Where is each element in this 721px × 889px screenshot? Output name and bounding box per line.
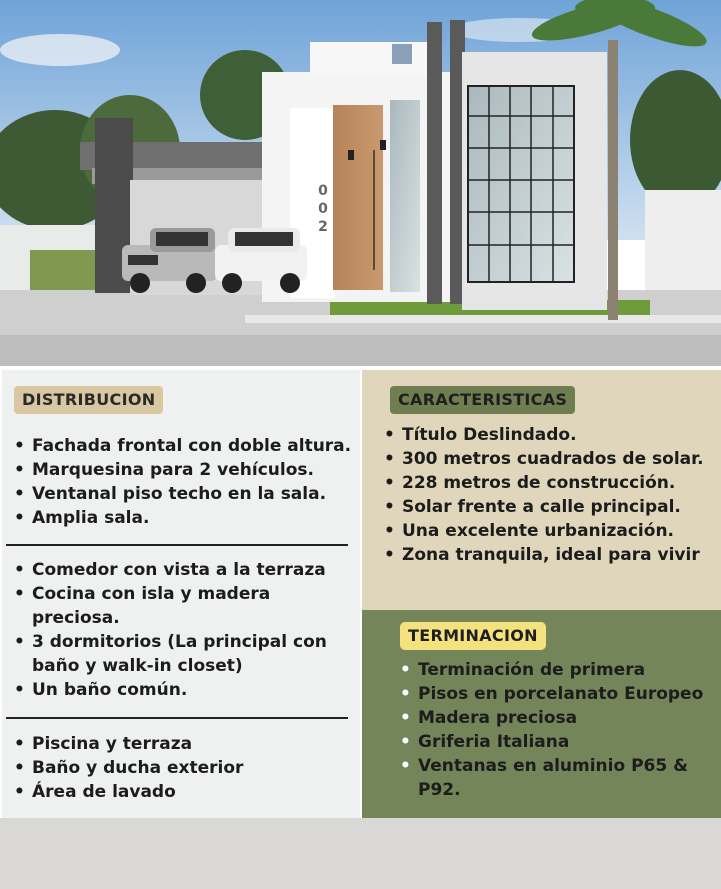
caracteristicas-list [384,423,716,567]
list-item: • Un baño común. [14,678,334,702]
list-item: • Comedor con vista a la terraza [14,558,334,582]
terminacion-label: TERMINACION [400,622,546,650]
terminacion-list [400,658,720,802]
curb [245,315,721,323]
list-item: • Solar frente a calle principal. [384,495,716,519]
distribucion-list-1 [14,434,354,530]
list-item: • Piscina y terraza [14,732,334,756]
list-item: • Griferia Italiana [400,730,720,754]
list-item: • Fachada frontal con doble altura. [14,434,354,458]
list-item: • Ventanas en aluminio P65 & P92. [400,754,720,802]
street [0,335,721,366]
facade-fin [427,22,442,304]
cloud [0,34,120,66]
bottom-band [0,818,721,889]
list-item: • Ventanal piso techo en la sala. [14,482,354,506]
distribucion-list-2 [14,558,334,702]
distribucion-label: DISTRIBUCION [14,386,163,414]
house-number-digit: 0 [318,201,328,217]
list-item: • Terminación de primera [400,658,720,682]
wall-lamp [348,150,354,160]
list-item: • Marquesina para 2 vehículos. [14,458,354,482]
list-item: • Zona tranquila, ideal para vivir [384,543,716,567]
distribucion-list-3 [14,732,334,804]
house-number-digit: 0 [318,183,328,199]
list-item: • Área de lavado [14,780,334,804]
house-rendering [0,0,721,366]
section-divider [6,717,348,719]
list-item: • Una excelente urbanización. [384,519,716,543]
list-item: • 3 dormitorios (La principal con baño y walk-in closet) [14,630,334,678]
side-glass [390,100,420,292]
wall-lamp [380,140,386,150]
upper-volume [310,42,440,76]
list-item: • 300 metros cuadrados de solar. [384,447,716,471]
caracteristicas-label: CARACTERISTICAS [390,386,575,414]
list-item: • 228 metros de construcción. [384,471,716,495]
section-divider [6,544,348,546]
list-item: • Pisos en porcelanato Europeo [400,682,720,706]
distribucion-panel [2,370,360,818]
house-number-digit: 2 [318,219,328,235]
house-rendering-svg [0,0,721,366]
list-item: • Título Deslindado. [384,423,716,447]
front-door [333,105,383,290]
terminacion-panel [362,610,721,818]
palm-trunk [608,40,618,320]
list-item: • Cocina con isla y madera preciosa. [14,582,334,630]
caracteristicas-panel [362,370,721,610]
list-item: • Madera preciosa [400,706,720,730]
list-item: • Baño y ducha exterior [14,756,334,780]
list-item: • Amplia sala. [14,506,354,530]
upper-window [392,44,412,64]
